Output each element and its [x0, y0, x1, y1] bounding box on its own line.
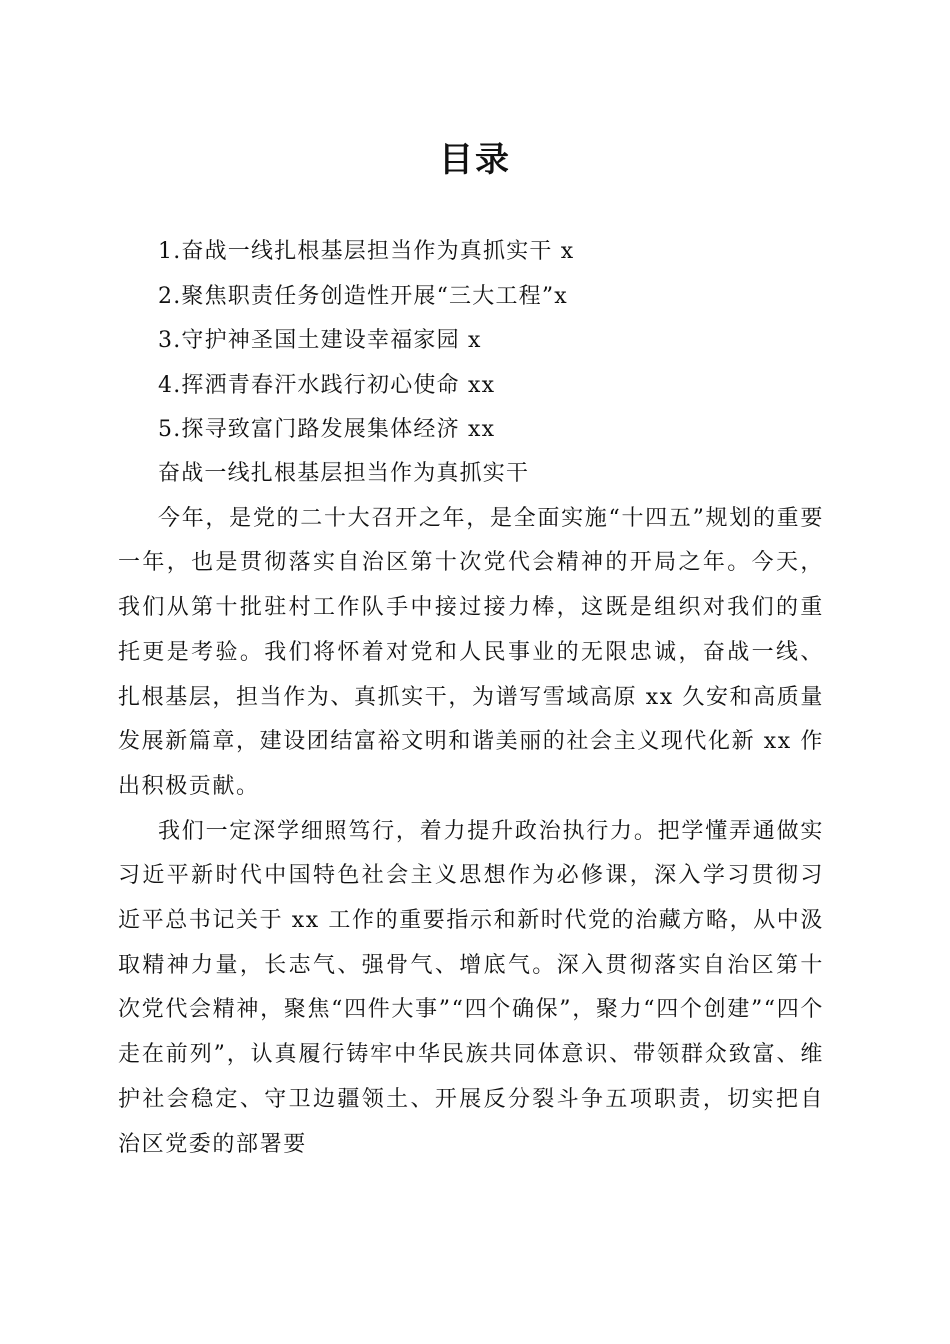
document-body	[118, 452, 824, 1167]
toc-item[interactable]: 1.奋战一线扎根基层担当作为真抓实干 x	[158, 239, 575, 264]
toc-item[interactable]: 5.探寻致富门路发展集体经济 xx	[158, 417, 496, 442]
page-title: 目录	[439, 140, 511, 180]
toc-item[interactable]: 2.聚焦职责任务创造性开展“三大工程”x	[158, 283, 568, 309]
toc-item[interactable]: 3.守护神圣国土建设幸福家园 x	[158, 328, 482, 353]
table-of-contents	[158, 230, 574, 453]
body-paragraph: 我们一定深学细照笃行，着力提升政治执行力。把学懂弄通做实习近平新时代中国特色社会主义思想作为必修课，深入学习贯彻习近平总书记关于 xx 工作的重要指示和新时代党的治藏方略，从中汲取精神力量，长志气、强骨气、增底气。深入贯彻落实自治区第十次党代会精神，聚焦“四件大事”“四个确保”，聚力“四个创建”“四个走在前列”，认真履行铸牢中华民族共同体意识、带领群众致富、维护社会稳定、守卫边疆领土、开展反分裂斗争五项职责，切实把自治区党委的部署要	[118, 818, 825, 1157]
section-heading: 奋战一线扎根基层担当作为真抓实干	[158, 461, 530, 486]
toc-item[interactable]: 4.挥洒青春汗水践行初心使命 xx	[158, 372, 496, 398]
body-paragraph: 今年，是党的二十大召开之年，是全面实施“十四五”规划的重要一年，也是贯彻落实自治区第十次党代会精神的开局之年。今天，我们从第十批驻村工作队手中接过接力棒，这既是组织对我们的重托更是考验。我们将怀着对党和人民事业的无限忠诚，奋战一线、扎根基层，担当作为、真抓实干，为谱写雪域高原 xx 久安和高质量发展新篇章，建设团结富裕文明和谐美丽的社会主义现代化新 xx 作出积极贡献。	[118, 505, 825, 799]
